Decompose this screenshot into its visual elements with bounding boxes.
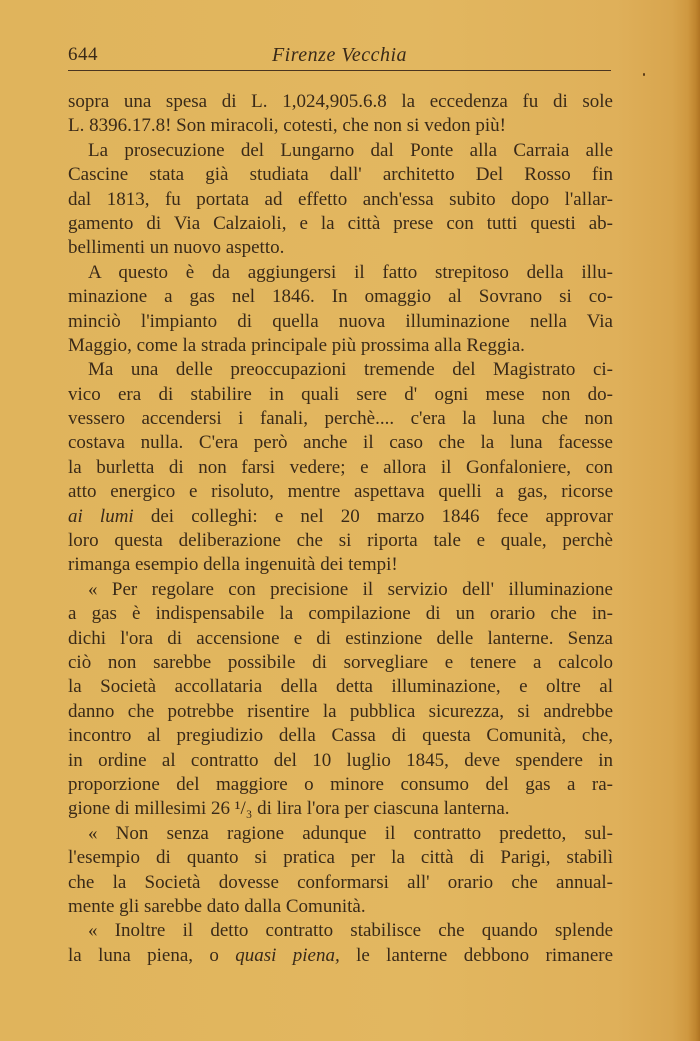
text-line (68, 505, 613, 529)
text-line: L. 8396.17.8! Son miracoli, cotesti, che non si vedon più! (68, 115, 506, 137)
text-line: la Società accollataria della detta illuminazione, e oltre al (68, 676, 613, 698)
text-line: La prosecuzione del Lungarno dal Ponte alla Carraia alle (88, 139, 613, 161)
text-line: rimanga esempio della ingenuità dei tempi! (68, 554, 398, 576)
line-text: la luna piena, o (68, 944, 236, 966)
page-header (68, 42, 611, 72)
text-line: sopra una spesa di L. 1,024,905.6.8 la eccedenza fu di sole (68, 91, 613, 112)
header-rule (68, 70, 611, 71)
page-number: 644 (68, 44, 98, 65)
line-text: dei colleghi: e nel 20 marzo 1846 fece approvar (133, 505, 613, 527)
text-line: in ordine al contratto del 10 luglio 1845, deve spendere in (68, 749, 613, 771)
text-line: minciò l'impianto di quella nuova illuminazione nella Via (68, 310, 613, 332)
text-line: « Non senza ragione adunque il contratto predetto, sul- (88, 822, 613, 844)
text-line: dichi l'ora di accensione e di estinzione delle lanterne. Senza (68, 627, 613, 649)
text-line: vico era di stabilire in quali sere d' ogni mese non do- (68, 383, 613, 405)
running-title: Firenze Vecchia (271, 44, 408, 66)
text-line: gamento di Via Calzaioli, e la città prese con tutti questi ab- (68, 212, 613, 234)
paper-speck (643, 73, 645, 76)
text-line: incontro al pregiudizio della Cassa di questa Comunità, che, (68, 725, 613, 747)
text-line: la burletta di non farsi vedere; e allora il Gonfaloniere, con (68, 456, 613, 478)
text-line: Ma una delle preoccupazioni tremende del Magistrato ci- (88, 359, 613, 381)
body-text (68, 90, 613, 968)
text-line: vessero accendersi i fanali, perchè.... c'era la luna che non (68, 408, 613, 430)
text-line: loro questa deliberazione che si riporta tale e quale, perchè (68, 530, 613, 552)
text-line: ciò non sarebbe possibile di sorvegliare e tenere a calcolo (68, 651, 613, 673)
text-line: Cascine stata già studiata dall' architetto Del Rosso fin (68, 164, 613, 186)
text-line: costava nulla. C'era però anche il caso che la luna facesse (68, 432, 613, 454)
italic-phrase: ai lumi (68, 505, 134, 527)
text-line: « Per regolare con precisione il servizio dell' illuminazione (88, 578, 613, 600)
text-line: dal 1813, fu portata ad effetto anch'essa subito dopo l'allar- (68, 188, 613, 210)
text-line: atto energico e risoluto, mentre aspettava quelli a gas, ricorse (68, 481, 613, 503)
text-line: gione di millesimi 26 ¹/₃ di lira l'ora per ciascuna lanterna. (68, 798, 510, 820)
italic-phrase: quasi piena, (235, 944, 340, 966)
text-line: l'esempio di quanto si pratica per la città di Parigi, stabilì (68, 847, 613, 869)
line-text: le lanterne debbono rimanere (339, 944, 614, 966)
text-line: mente gli sarebbe dato dalla Comunità. (68, 895, 366, 917)
text-line: Maggio, come la strada principale più prossima alla Reggia. (68, 334, 525, 356)
text-line: che la Società dovesse conformarsi all' orario che annual- (68, 871, 613, 893)
text-line: « Inoltre il detto contratto stabilisce che quando splende (88, 920, 613, 942)
text-line: A questo è da aggiungersi il fatto strepitoso della illu- (88, 261, 613, 283)
text-line: a gas è indispensabile la compilazione di un orario che in- (68, 603, 613, 625)
text-line: bellimenti un nuovo aspetto. (68, 237, 285, 259)
text-line: danno che potrebbe risentire la pubblica sicurezza, si andrebbe (68, 700, 613, 722)
text-line: minazione a gas nel 1846. In omaggio al Sovrano si co- (68, 286, 613, 308)
page-edge-shadow (688, 0, 700, 1041)
text-line (68, 944, 613, 968)
text-line: proporzione del maggiore o minore consumo del gas a ra- (68, 773, 613, 795)
